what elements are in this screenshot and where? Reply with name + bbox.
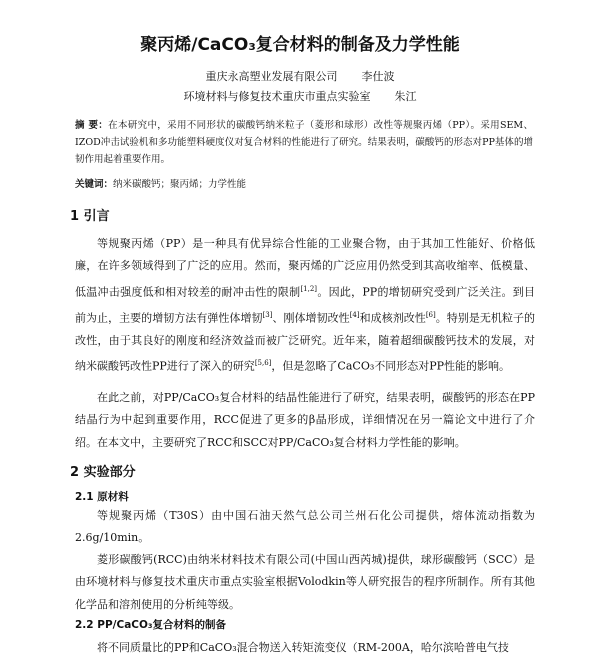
- text-run: 等规聚丙烯（PP）是一种具有优异综合性能的工业聚合物，由于其加工性能好、价格低廉，在许多领域得到了广泛的应用。然而，聚丙烯的广泛应用仍然受到其高收缩率、低模量、低温冲击强度低和相对较差的耐冲击性的限制: [75, 237, 535, 299]
- text-run: 和成核剂改性: [359, 311, 426, 325]
- preparation-paragraph-1: 将不同质量比的PP和CaCO₃混合物送入转矩流变仪（RM-200A，哈尔滨哈普电气技: [97, 641, 509, 654]
- affiliation-2: [0, 88, 600, 104]
- affiliation-author: 李仕波: [361, 70, 395, 83]
- citation: [5,6]: [254, 358, 272, 367]
- section-heading-experiment: 2 实验部分: [70, 465, 136, 480]
- paper-title: 聚丙烯/CaCO₃复合材料的制备及力学性能: [140, 35, 460, 55]
- subsection-heading-materials: 2.1 原材料: [75, 491, 129, 503]
- intro-paragraph-2: 在此之前，对PP/CaCO₃复合材料的结晶性能进行了研究，结果表明，碳酸钙的形态在PP结晶行为中起到重要作用，RCC促进了更多的β晶形成，详细情况在另一篇论文中进行了介绍。在本文中，主要研究了RCC和SCC对PP/CaCO₃复合材料力学性能的影响。: [75, 391, 535, 449]
- intro-paragraph-1: [75, 233, 535, 378]
- text-run: 。特别是无机粒子的改性，由于其良好的刚度和经济效益而被广泛研究。近年来，随着超细碳酸钙技术的发展，对纳米碳酸钙改性PP进行了深入的研究: [75, 311, 536, 373]
- affiliation-author: 朱江: [394, 90, 417, 103]
- abstract: [75, 117, 533, 168]
- text-run: 。因此，PP的增韧研究受到广泛关注。到目前为止，主要的增韧方法有弹性体增韧: [75, 285, 536, 325]
- affiliation-org: 重庆永高塑业发展有限公司: [205, 70, 338, 83]
- materials-paragraph-2: 菱形碳酸钙(RCC)由纳米材料技术有限公司(中国山西芮城)提供，球形碳酸钙（SCC）是由环境材料与修复技术重庆市重点实验室根据Volodkin等人研究报告的程序所制作。所有其他化学品和溶剂使用的分析纯等级。: [75, 553, 535, 611]
- abstract-text: 在本研究中，采用不同形状的碳酸钙纳米粒子（菱形和球形）改性等规聚丙烯（PP）。采用SEM、IZOD冲击试验机和多功能塑料硬度仪对复合材料的性能进行了研究。结果表明，碳酸钙的形态对PP基体的增韧作用起着重要作用。: [75, 120, 533, 165]
- keywords-text: 纳米碳酸钙；聚丙烯；力学性能: [113, 179, 247, 190]
- keywords-label: 关键词：: [75, 179, 114, 190]
- subsection-heading-preparation: 2.2 PP/CaCO₃复合材料的制备: [75, 619, 227, 631]
- materials-paragraph-1: 等规聚丙烯（T30S）由中国石油天然气总公司兰州石化公司提供，熔体流动指数为2.6g/10min。: [75, 509, 535, 545]
- affiliation-1: [0, 68, 600, 84]
- section-heading-intro: 1 引言: [70, 209, 110, 224]
- text-run: ，但是忽略了CaCO₃不同形态对PP性能的影响。: [271, 359, 511, 373]
- keywords: [75, 176, 533, 190]
- citation: [1,2]: [300, 284, 318, 293]
- citation: [4]: [349, 310, 360, 319]
- citation: [3]: [262, 310, 273, 319]
- affiliation-org: 环境材料与修复技术重庆市重点实验室: [183, 90, 371, 103]
- citation: [6]: [425, 310, 436, 319]
- abstract-label: 摘 要：: [75, 120, 109, 131]
- text-run: 、刚体增韧改性: [272, 311, 350, 325]
